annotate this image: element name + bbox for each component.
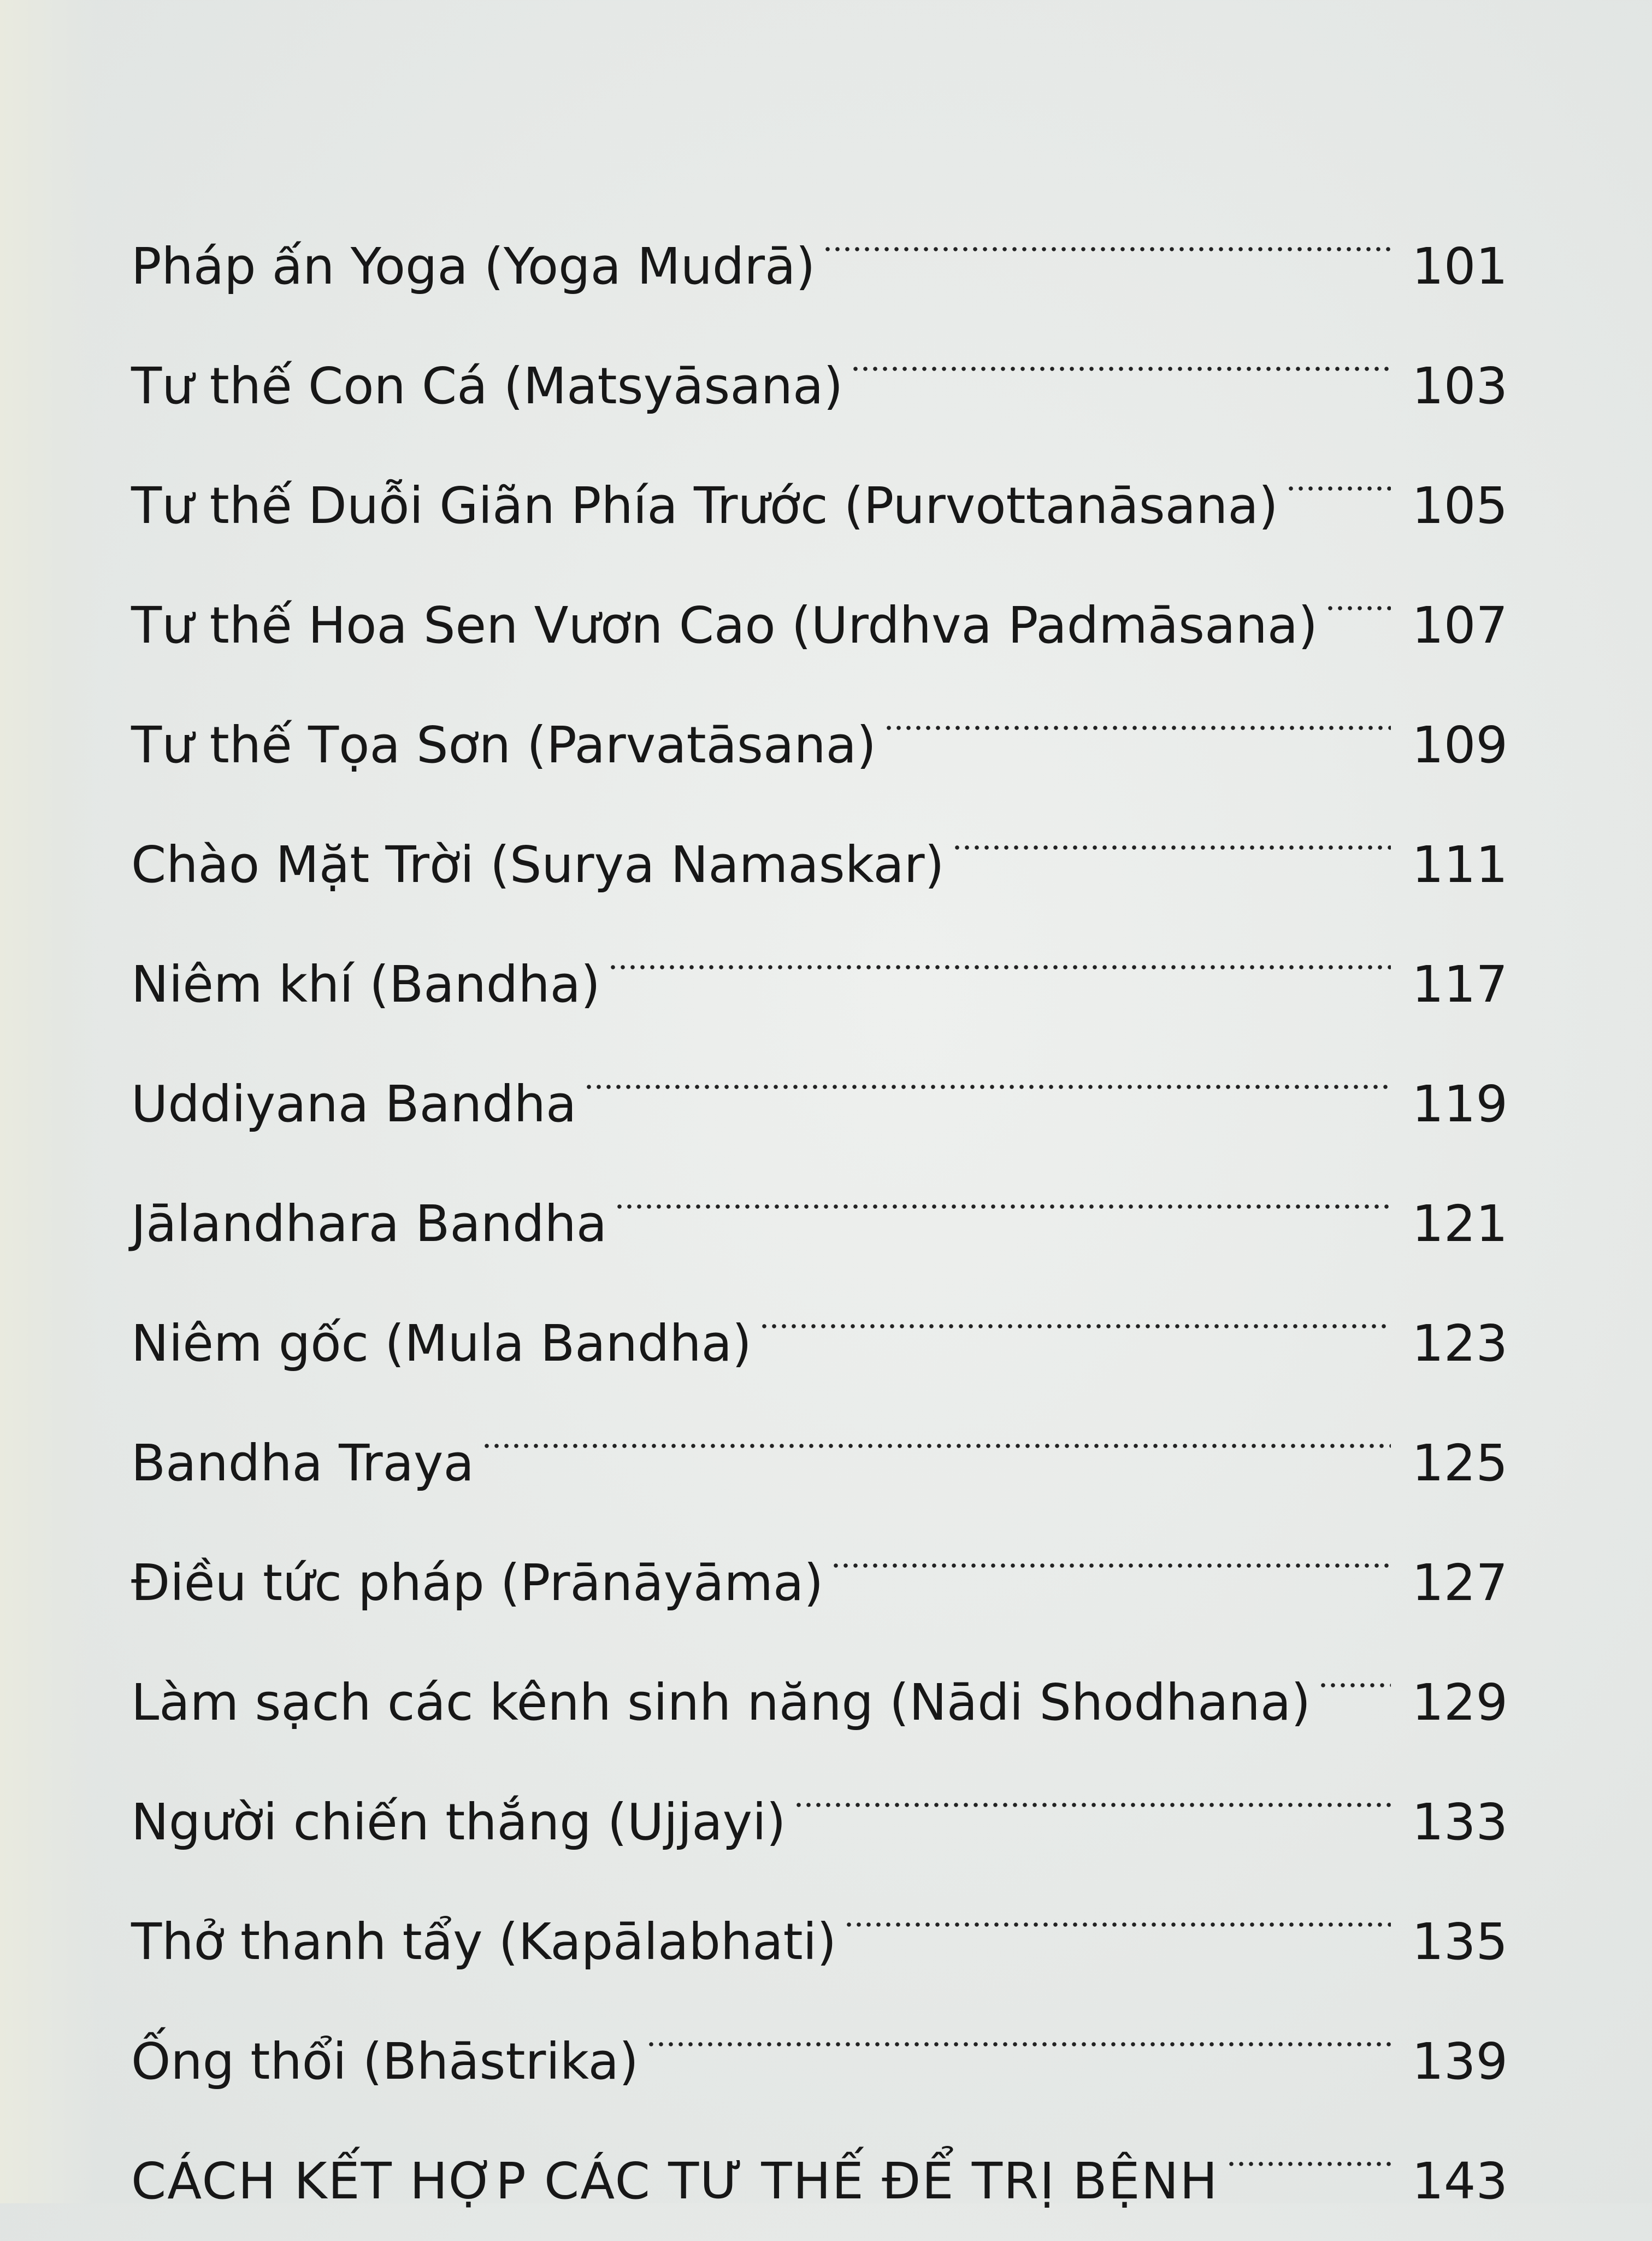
toc-dot-leader	[884, 643, 1391, 762]
toc-entry-title: Jālandhara Bandha	[131, 1195, 607, 1253]
toc-entry-page: 123	[1412, 1314, 1508, 1373]
toc-entry-page: 103	[1412, 357, 1508, 415]
toc-entry-title: Tư thế Con Cá (Matsyāsana)	[131, 357, 843, 415]
toc-entry-page: 139	[1412, 2032, 1508, 2091]
toc-entry	[131, 164, 1508, 296]
toc-dot-leader	[615, 1121, 1391, 1241]
toc-entry-page: 111	[1412, 836, 1508, 894]
toc-dot-leader	[1226, 2079, 1391, 2198]
toc-entry-page: 105	[1412, 477, 1508, 535]
toc-entry-page: 117	[1412, 955, 1508, 1014]
toc-entry-title: Tư thế Duỗi Giãn Phía Trước (Purvottanāsana)	[131, 477, 1278, 535]
page-edge-shadow	[0, 0, 98, 2203]
toc-entry-title: Người chiến thắng (Ujjayi)	[131, 1793, 786, 1851]
toc-entry-title: Niêm khí (Bandha)	[131, 955, 600, 1014]
table-of-contents	[131, 164, 1508, 2210]
toc-entry-title: Tư thế Tọa Sơn (Parvatāsana)	[131, 716, 876, 774]
toc-entry-page: 127	[1412, 1554, 1508, 1612]
toc-entry-title: Ống thổi (Bhāstrika)	[131, 2032, 639, 2091]
toc-dot-leader	[823, 164, 1391, 284]
toc-entry-page: 143	[1412, 2152, 1508, 2210]
toc-entry-page: 133	[1412, 1793, 1508, 1851]
toc-dot-leader	[844, 1839, 1391, 1959]
toc-entry-title: CÁCH KẾT HỢP CÁC TƯ THẾ ĐỂ TRỊ BỆNH	[131, 2152, 1219, 2210]
toc-entry-title: Tư thế Hoa Sen Vươn Cao (Urdhva Padmāsana)	[131, 596, 1318, 655]
toc-entry-page: 119	[1412, 1075, 1508, 1133]
toc-dot-leader	[794, 1720, 1391, 1839]
toc-entry-page: 125	[1412, 1434, 1508, 1492]
toc-dot-leader	[584, 1002, 1391, 1121]
toc-entry-title: Uddiyana Bandha	[131, 1075, 577, 1133]
toc-dot-leader	[1318, 1600, 1391, 1720]
toc-dot-leader	[831, 1480, 1391, 1600]
toc-dot-leader	[482, 1361, 1391, 1480]
toc-entry-page: 129	[1412, 1673, 1508, 1732]
toc-entry-title: Niêm gốc (Mula Bandha)	[131, 1314, 752, 1373]
toc-entry-page: 135	[1412, 1913, 1508, 1971]
toc-entry-title: Làm sạch các kênh sinh năng (Nādi Shodhana)	[131, 1673, 1311, 1732]
toc-entry-title: Pháp ấn Yoga (Yoga Mudrā)	[131, 237, 816, 296]
toc-entry-page: 121	[1412, 1195, 1508, 1253]
toc-dot-leader	[759, 1241, 1391, 1361]
toc-entry-page: 107	[1412, 596, 1508, 655]
toc-dot-leader	[851, 284, 1391, 403]
toc-dot-leader	[1325, 523, 1391, 643]
toc-dot-leader	[646, 1959, 1391, 2079]
toc-dot-leader	[952, 762, 1391, 882]
toc-entry-title: Thở thanh tẩy (Kapālabhati)	[131, 1913, 837, 1971]
toc-entry-page: 109	[1412, 716, 1508, 774]
toc-dot-leader	[608, 882, 1391, 1002]
toc-entry-title: Chào Mặt Trời (Surya Namaskar)	[131, 836, 945, 894]
toc-entry-title: Điều tức pháp (Prānāyāma)	[131, 1554, 824, 1612]
toc-dot-leader	[1286, 403, 1391, 523]
toc-entry-title: Bandha Traya	[131, 1434, 474, 1492]
toc-entry-page: 101	[1412, 237, 1508, 296]
